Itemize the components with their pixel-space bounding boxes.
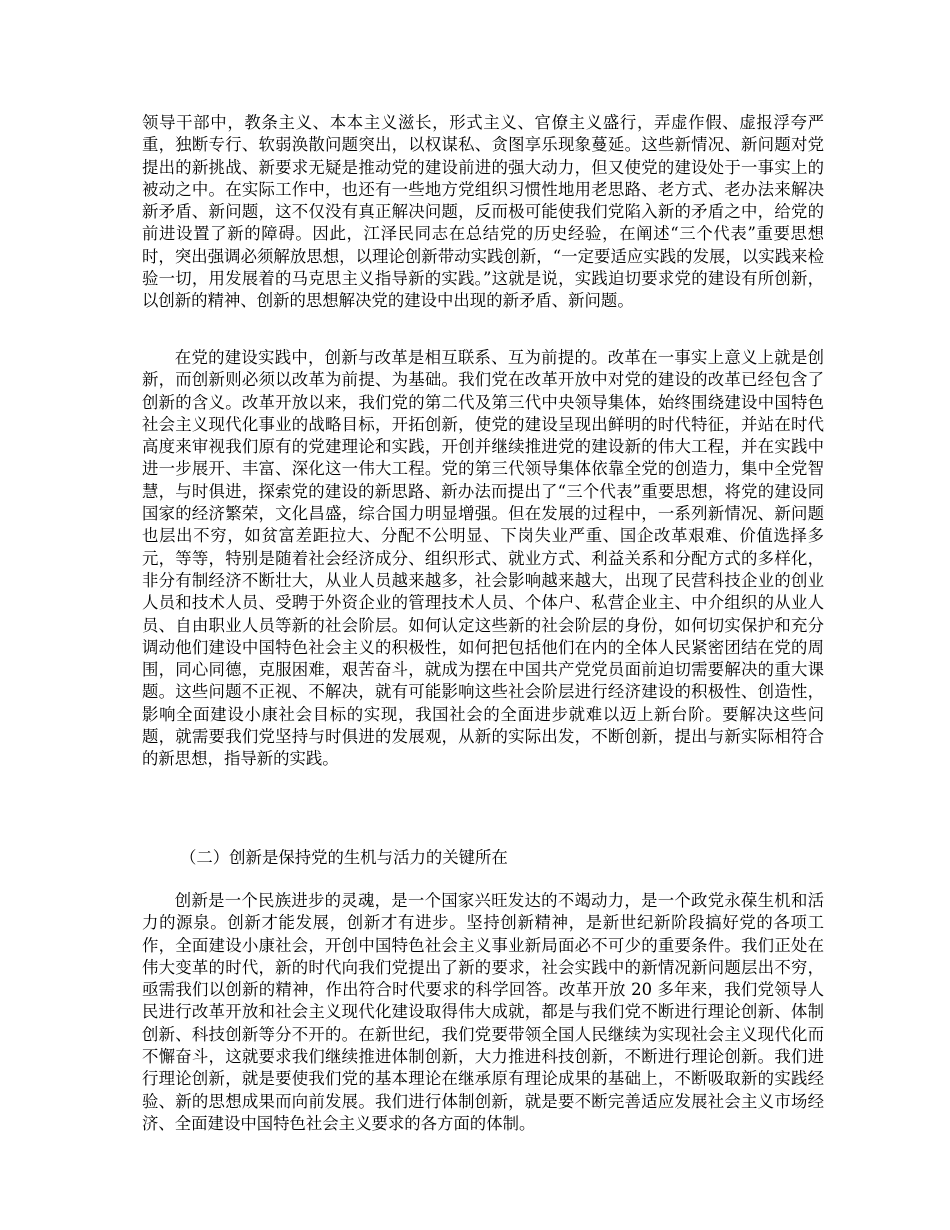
paragraph-continuation: 领导干部中，教条主义、本本主义滋长，形式主义、官僚主义盛行，弄虚作假、虚报浮夸严重，独断专行、软弱涣散问题突出，以权谋私、贪图享乐现象蔓延。这些新情况、新问题对党提出的新挑战、新要求无疑是推动党的建设前进的强大动力，但又使党的建设处于一事实上的被动之中。在实际工作中，也还有一些地方党组织习惯性地用老思路、老方式、老办法来解决新矛盾、新问题，这不仅没有真正解决问题，反而极可能使我们党陷入新的矛盾之中，给党的前进设置了新的障碍。因此，江泽民同志在总结党的历史经验，在阐述“三个代表”重要思想时，突出强调必须解放思想，以理论创新带动实践创新，“一定要适应实践的发展，以实践来检验一切，用发展着的马克思主义指导新的实践。”这就是说，实践迫切要求党的建设有所创新，以创新的精神、创新的思想解决党的建设中出现的新矛盾、新问题。: [142, 113, 824, 311]
paragraph-innovation-vitality: 创新是一个民族进步的灵魂，是一个国家兴旺发达的不竭动力，是一个政党永葆生机和活力的源泉。创新才能发展，创新才有进步。坚持创新精神，是新世纪新阶段搞好党的各项工作，全面建设小康社会，开创中国特色社会主义事业新局面必不可少的重要条件。我们正处在伟大变革的时代，新的时代向我们党提出了新的要求，社会实践中的新情况新问题层出不穷，亟需我们以创新的精神，作出符合时代要求的科学回答。改革开放 20 多年来，我们党领导人民进行改革开放和社会主义现代化建设取得伟大成就，都是与我们党不断进行理论创新、体制创新、科技创新等分不开的。在新世纪，我们党要带领全国人民继续为实现社会主义现代化而不懈奋斗，这就要求我们继续推进体制创新，大力推进科技创新，不断进行理论创新。我们进行理论创新，就是要使我们党的基本理论在继承原有理论成果的基础上，不断吸取新的实践经验、新的思想成果而向前发展。我们进行体制创新，就是要不断完善适应发展社会主义市场经济、全面建设中国特色社会主义要求的各方面的体制。: [142, 891, 824, 1133]
section-heading: （二）创新是保持党的生机与活力的关键所在: [180, 848, 508, 867]
paragraph-reform-innovation: 在党的建设实践中，创新与改革是相互联系、互为前提的。改革在一事实上意义上就是创新，而创新则必须以改革为前提、为基础。我们党在改革开放中对党的建设的改革已经包含了创新的含义。改革开放以来，我们党的第二代及第三代中央领导集体，始终围绕建设中国特色社会主义现代化事业的战略目标，开拓创新，使党的建设呈现出鲜明的时代特征，并站在时代高度来审视我们原有的党建理论和实践，开创并继续推进党的建设新的伟大工程，并在实践中进一步展开、丰富、深化这一伟大工程。党的第三代领导集体依靠全党的创造力，集中全党智慧，与时俱进，探索党的建设的新思路、新办法而提出了“三个代表”重要思想，将党的建设同国家的经济繁荣，文化昌盛，综合国力明显增强。但在发展的过程中，一系列新情况、新问题也层出不穷，如贫富差距拉大、分配不公明显、下岗失业严重、国企改革艰难、价值选择多元，等等，特别是随着社会经济成分、组织形式、就业方式、利益关系和分配方式的多样化，非分有制经济不断壮大，从业人员越来越多，社会影响越来越大，出现了民营科技企业的创业人员和技术人员、受聘于外资企业的管理技术人员、个体户、私营企业主、中介组织的从业人员、自由职业人员等新的社会阶层。如何认定这些新的社会阶层的身份，如何切实保护和充分调动他们建设中国特色社会主义的积极性，如何把包括他们在内的全体人民紧密团结在党的周围，同心同德，克服困难，艰苦奋斗，就成为摆在中国共产党党员面前迫切需要解决的重大课题。这些问题不正视、不解决，就有可能影响这些社会阶层进行经济建设的积极性、创造性，影响全面建设小康社会目标的实现，我国社会的全面进步就难以迈上新台阶。要解决这些问题，就需要我们党坚持与时俱进的发展观，从新的实际出发，不断创新，提出与新实际相符合的新思想，指导新的实践。: [142, 348, 824, 769]
